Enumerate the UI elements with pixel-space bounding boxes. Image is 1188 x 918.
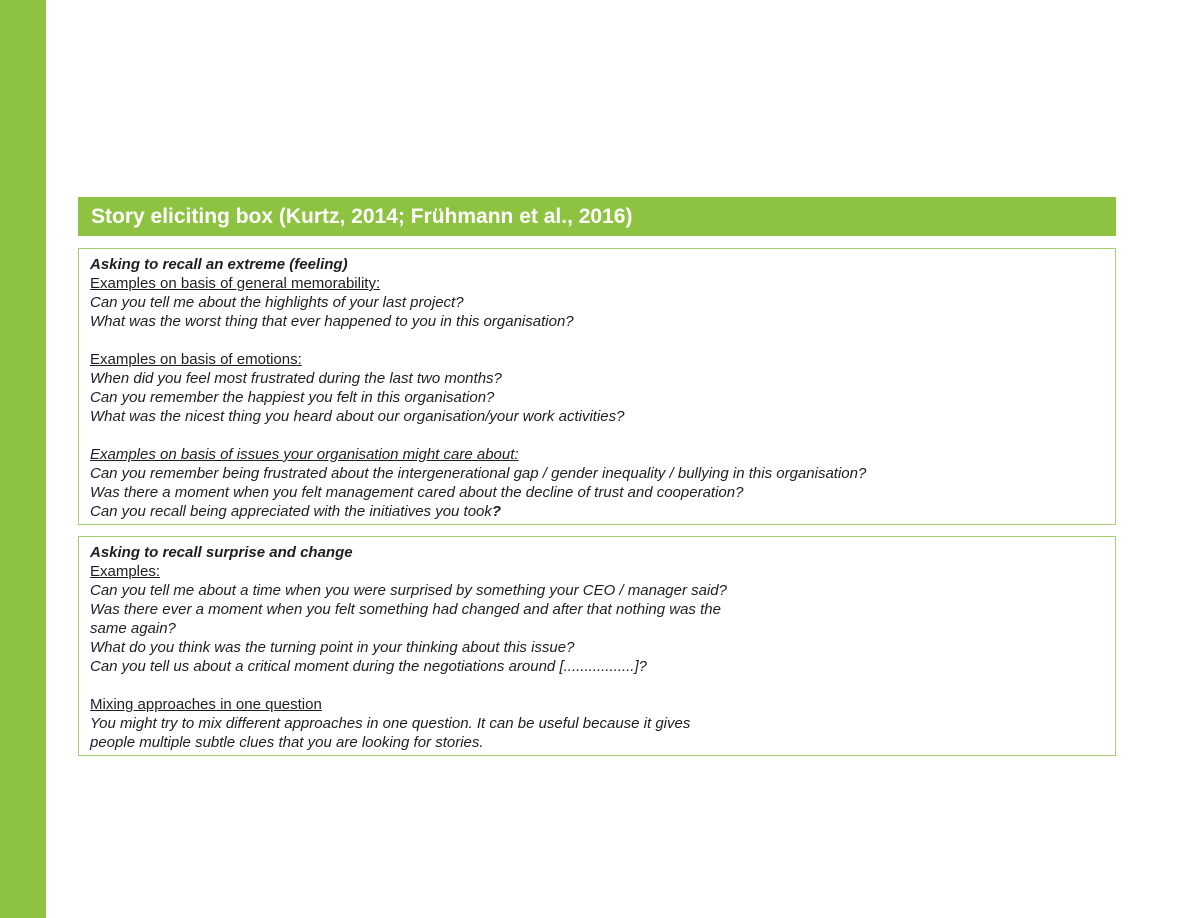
- text-line: What was the worst thing that ever happened to you in this organisation?: [90, 313, 574, 330]
- text-line: Can you recall being appreciated with the initiatives you took?: [90, 503, 502, 520]
- text-line: Can you remember the happiest you felt in this organisation?: [90, 389, 495, 406]
- story-eliciting-box-extreme: [78, 248, 1116, 525]
- text-line: Can you remember being frustrated about the intergenerational gap / gender inequality / bullying in this organisation?: [90, 465, 867, 482]
- text-line: Asking to recall surprise and change: [90, 544, 353, 561]
- slide-title: Story eliciting box (Kurtz, 2014; Frühmann et al., 2016): [91, 204, 633, 228]
- text-line: Examples on basis of general memorability:: [90, 275, 381, 292]
- text-line: Was there ever a moment when you felt something had changed and after that nothing was the: [90, 601, 721, 618]
- text-line: What was the nicest thing you heard about our organisation/your work activities?: [90, 408, 625, 425]
- text-line: Can you tell us about a critical moment during the negotiations around [.................]?: [90, 658, 647, 675]
- left-accent-bar: [0, 0, 46, 918]
- text-line: Examples on basis of issues your organisation might care about:: [90, 446, 519, 463]
- text-line: [90, 426, 1104, 445]
- text-line: Examples:: [90, 563, 161, 580]
- text-line: same again?: [90, 620, 176, 637]
- text-line: people multiple subtle clues that you are looking for stories.: [90, 734, 484, 751]
- text-line: You might try to mix different approaches in one question. It can be useful because it gives: [90, 715, 691, 732]
- text-line: Can you tell me about a time when you were surprised by something your CEO / manager said?: [90, 582, 727, 599]
- text-line: Can you tell me about the highlights of your last project?: [90, 294, 464, 311]
- text-line: What do you think was the turning point in your thinking about this issue?: [90, 639, 575, 656]
- text-line: Examples on basis of emotions:: [90, 351, 302, 368]
- text-line: [90, 331, 1104, 350]
- story-eliciting-box-surprise: [78, 536, 1116, 756]
- text-line: Asking to recall an extreme (feeling): [90, 256, 348, 273]
- text-line: Was there a moment when you felt management cared about the decline of trust and cooperation?: [90, 484, 744, 501]
- slide-title-bar: [78, 197, 1116, 236]
- text-line: [90, 676, 1104, 695]
- text-line: When did you feel most frustrated during the last two months?: [90, 370, 502, 387]
- text-line: Mixing approaches in one question: [90, 696, 322, 713]
